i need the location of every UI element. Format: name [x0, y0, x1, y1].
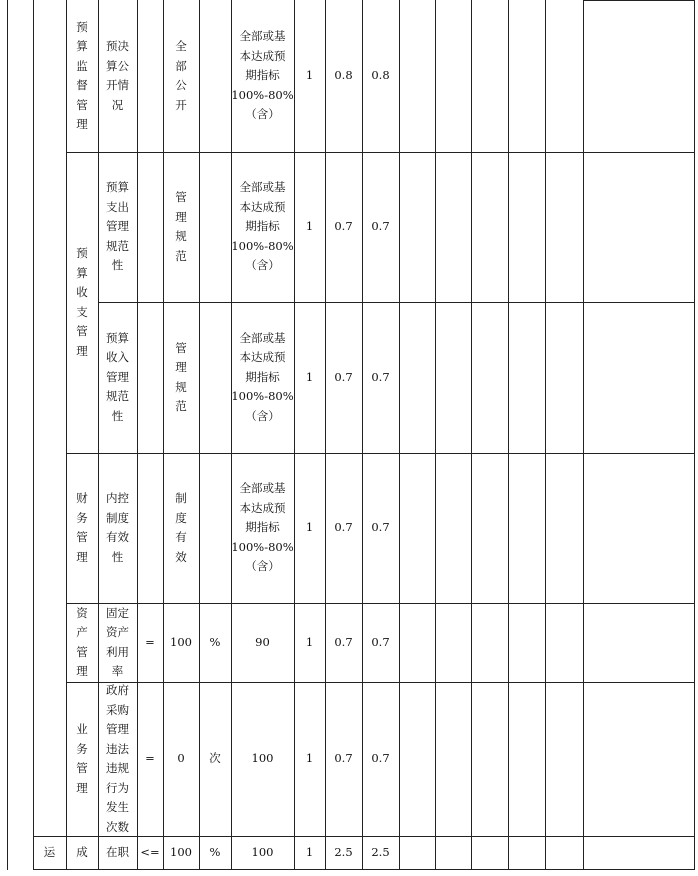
category-cell: 业 务 管 理: [76, 722, 88, 795]
unit-cell: [199, 0, 231, 152]
standard-cell: 100: [251, 751, 274, 766]
target-cell: 0: [177, 751, 185, 766]
operator-cell: [137, 302, 163, 453]
score-cell: 0.7: [371, 219, 390, 234]
unit-cell: [199, 453, 231, 603]
category-cell: 运: [43, 844, 56, 859]
weight-cell: 1: [305, 751, 314, 766]
score-cell: 0.7: [371, 634, 390, 649]
score-cell: 0.7: [334, 369, 353, 384]
operator-cell: <=: [140, 844, 160, 859]
operator-cell: =: [145, 634, 155, 649]
target-cell: 全 部 公 开: [175, 39, 187, 112]
unit-cell: [199, 152, 231, 302]
target-cell: 制 度 有 效: [175, 491, 187, 564]
weight-cell: 1: [305, 68, 314, 83]
standard-cell: 全部或基 本达成预 期指标 100%-80% （含）: [231, 180, 294, 273]
score-cell: 0.7: [334, 751, 353, 766]
score-cell: 2.5: [371, 844, 390, 859]
score-cell: 0.7: [334, 219, 353, 234]
weight-cell: 1: [305, 844, 314, 859]
indicator-cell: 政府 采购 管理 违法 违规 行为 发生 次数: [106, 683, 129, 834]
weight-cell: 1: [305, 219, 314, 234]
score-cell: 0.7: [334, 634, 353, 649]
unit-cell: [199, 302, 231, 453]
category-cell: 预 算 监 督 管 理: [76, 19, 88, 131]
score-cell: 0.7: [371, 751, 390, 766]
unit-cell: %: [209, 844, 221, 859]
indicator-cell: 内控 制度 有效 性: [106, 491, 129, 564]
operator-cell: [137, 0, 163, 152]
weight-cell: 1: [305, 634, 314, 649]
operator-cell: [137, 152, 163, 302]
category-cell: 预 算 收 支 管 理: [76, 246, 88, 358]
unit-cell: %: [209, 634, 221, 649]
indicator-cell: 在职: [106, 844, 129, 859]
indicator-cell: 预算 收入 管理 规范 性: [106, 330, 129, 423]
score-cell: 0.8: [334, 68, 353, 83]
target-cell: 100: [170, 844, 192, 859]
standard-cell: 全部或基 本达成预 期指标 100%-80% （含）: [231, 330, 294, 423]
target-cell: 100: [170, 634, 192, 649]
unit-cell: 次: [209, 751, 221, 766]
weight-cell: 1: [305, 369, 314, 384]
score-cell: 0.7: [371, 369, 390, 384]
score-cell: 0.7: [334, 520, 353, 535]
standard-cell: 90: [255, 634, 270, 649]
score-cell: 2.5: [334, 844, 353, 859]
category-cell: 资 产 管 理: [76, 605, 88, 678]
category-cell: 成: [76, 844, 88, 859]
score-cell: 0.7: [371, 520, 390, 535]
standard-cell: 100: [251, 844, 274, 859]
standard-cell: 全部或基 本达成预 期指标 100%-80% （含）: [231, 29, 294, 122]
target-cell: 管 理 规 范: [175, 190, 187, 263]
category-cell: 财 务 管 理: [76, 491, 88, 564]
operator-cell: =: [145, 751, 155, 766]
indicator-cell: 预算 支出 管理 规范 性: [106, 180, 129, 273]
operator-cell: [137, 453, 163, 603]
indicator-cell: 固定 资产 利用 率: [106, 605, 129, 678]
indicator-cell: 预决 算公 开情 况: [106, 39, 129, 112]
score-cell: 0.8: [371, 68, 390, 83]
standard-cell: 全部或基 本达成预 期指标 100%-80% （含）: [231, 481, 294, 574]
target-cell: 管 理 规 范: [175, 340, 187, 413]
weight-cell: 1: [305, 520, 314, 535]
